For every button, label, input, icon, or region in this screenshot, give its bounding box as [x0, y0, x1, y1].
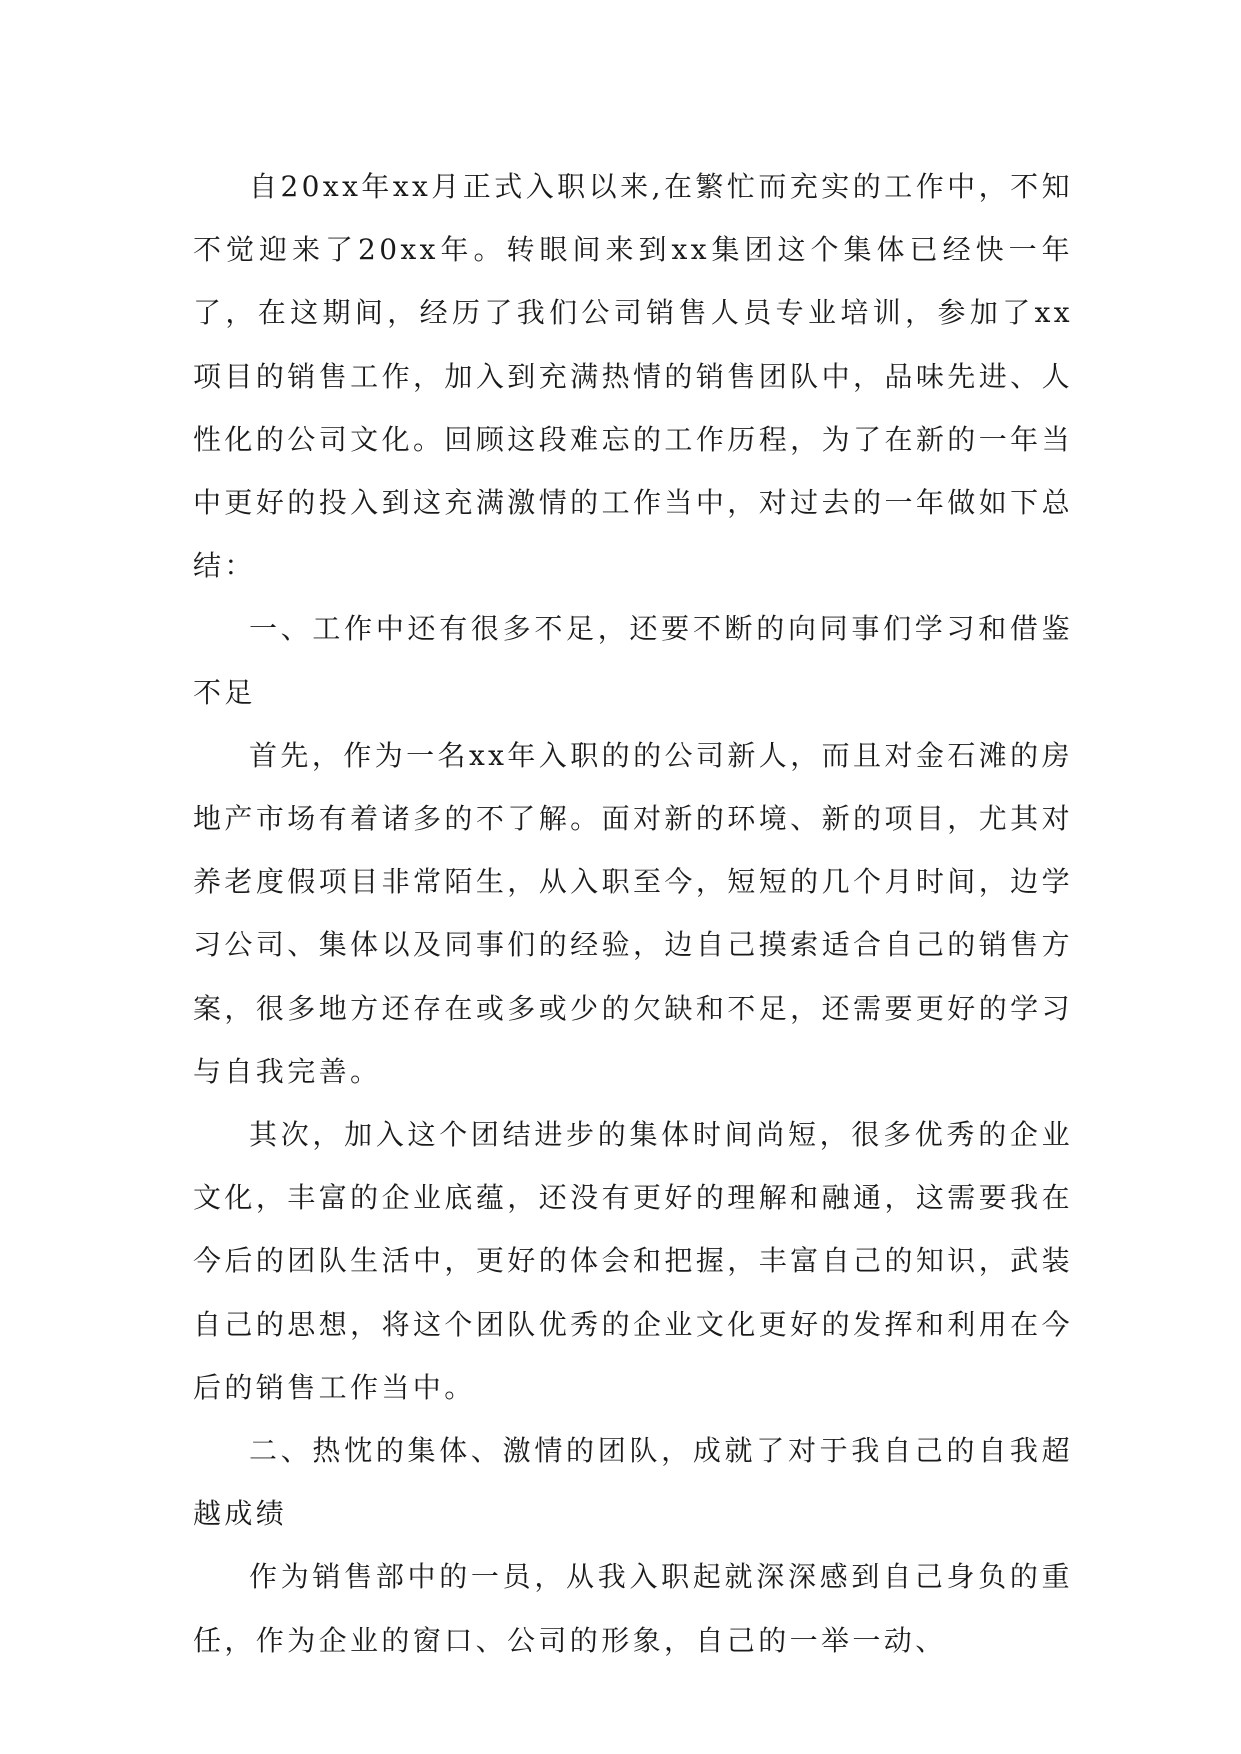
section-heading-2: 二、热忱的集体、激情的团队，成就了对于我自己的自我超越成绩 [193, 1434, 1073, 1531]
sales-role-paragraph: 作为销售部中的一员，从我入职起就深深感到自己身负的重任，作为企业的窗口、公司的形象，自己的一举一动、 [193, 1560, 1073, 1657]
second-point-paragraph: 其次，加入这个团结进步的集体时间尚短，很多优秀的企业文化，丰富的企业底蕴，还没有更好的理解和融通，这需要我在今后的团队生活中，更好的体会和把握，丰富自己的知识，武装自己的思想，将这个团队优秀的企业文化更好的发挥和利用在今后的销售工作当中。 [193, 1118, 1073, 1404]
document-body [193, 155, 1073, 1672]
section-heading-1: 一、工作中还有很多不足，还要不断的向同事们学习和借鉴不足 [193, 612, 1073, 709]
first-point-paragraph: 首先，作为一名xx年入职的的公司新人，而且对金石滩的房地产市场有着诸多的不了解。面对新的环境、新的项目，尤其对养老度假项目非常陌生，从入职至今，短短的几个月时间，边学习公司、集体以及同事们的经验，边自己摸索适合自己的销售方案，很多地方还存在或多或少的欠缺和不足，还需要更好的学习与自我完善。 [193, 738, 1073, 1088]
intro-paragraph: 自20xx年xx月正式入职以来,在繁忙而充实的工作中，不知不觉迎来了20xx年。转眼间来到xx集团这个集体已经快一年了，在这期间，经历了我们公司销售人员专业培训，参加了xx项目的销售工作，加入到充满热情的销售团队中，品味先进、人性化的公司文化。回顾这段难忘的工作历程，为了在新的一年当中更好的投入到这充满激情的工作当中，对过去的一年做如下总结： [193, 170, 1073, 583]
